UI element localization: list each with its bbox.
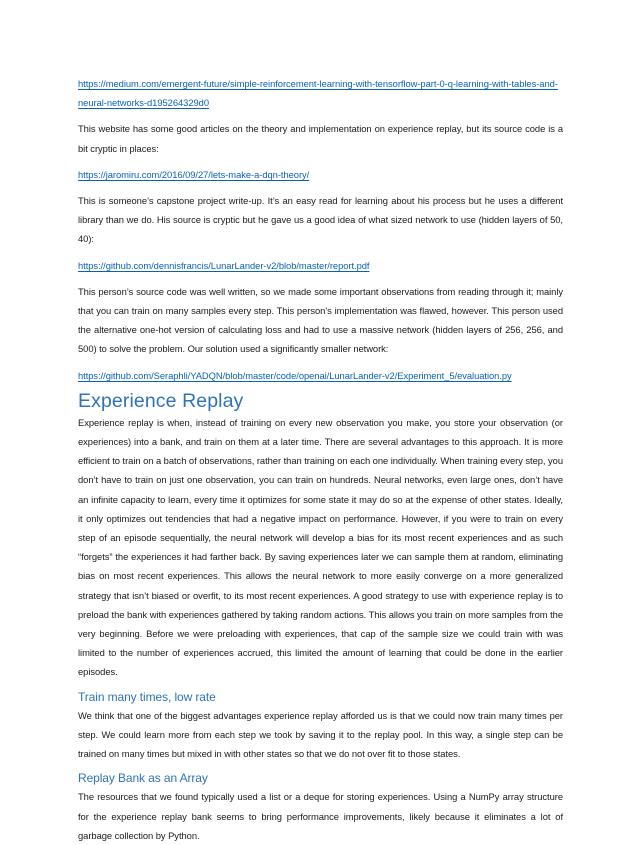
medium-link[interactable]: https://medium.com/emergent-future/simple-reinforcement-learning-with-tensorflow-part-0-q-learning-with-tables-and-neural-networks-d195264329d0 [78,78,558,109]
reference-link-medium[interactable] [78,74,563,112]
jaromiru-link[interactable]: https://jaromiru.com/2016/09/27/lets-make-a-dqn-theory/ [78,168,310,180]
subheading-train-many-times: Train many times, low rate [78,689,216,704]
subheading-replay-bank: Replay Bank as an Array [78,771,208,786]
reference-description-jaromiru: This is someone’s capstone project write-up. It’s an easy read for learning about his process but he uses a different library than we do. His source is cryptic but he gave us a good idea of what sized network to use (hidden layers of 50, 40): [78,195,563,245]
reference-description-medium: This website has some good articles on the theory and implementation on experience replay, but its source code is a bit cryptic in places: [78,123,563,154]
train-many-times-body: We think that one of the biggest advantages experience replay afforded us is that we could now train many times per step. We could learn more from each step we took by saving it to the replay pool. In this way, a single step can be trained on many times but mixed in with other states so that we do not over fit to those states. [78,709,563,760]
experience-replay-body: Experience replay is when, instead of training on every new observation you make, you store your observation (or experiences) into a bank, and train on them at a later time. There are several advantages to this approach. It is more efficient to train on a batch of observations, rather than training on each one individually. When training every step, you don’t have to train on just one observation, you can train on hundreds. Neural networks, even large ones, don’t have an infinite capacity to learn, every time it optimizes for some state it may do so at the expense of other states. Ideally, it only optimizes out tendencies that had a negative impact on performance. However, if you were to train on every step of an episode sequentially, the neural network will develop a bias for its most recent experiences and as such “forgets” the experiences it had farther back. By saving experiences later we can sample them at random, eliminating bias on most recent experiences. This allows the neural network to more easily converge on a more generalized strategy that isn’t biased or overfit, to its most recent experiences. A good strategy to use with experience replay is to preload the bank with experiences gathered by taking random actions. This allows you train on more samples from the very beginning. Before we were preloading with experiences, that cap of the sample size we could train with was limited to the number of experiences accrued, this limited the amount of learning that could be done in the earlier episodes. [78,416,563,678]
reference-description-dennisfrancis: This person’s source code was well written, so we made some important observations from reading through it; mainly that you can train on many samples every step. This person’s implementation was flawed, however. This person used the alternative one-hot version of calculating loss and had to use a massive network (hidden layers of 256, 256, and 500) to solve the problem. Our solution used a significantly smaller network: [78,285,563,355]
section-heading-experience-replay: Experience Replay [78,389,244,412]
seraphli-link[interactable]: https://github.com/Seraphli/YADQN/blob/master/code/openai/LunarLander-v2/Experiment_5/evaluation.py [78,369,512,381]
reference-link-dennisfrancis[interactable] [78,256,563,275]
replay-bank-body: The resources that we found typically used a list or a deque for storing experiences. Using a NumPy array structure for the experience replay bank seems to bring performance improvements, likely because it eliminates a lot of garbage collection by Python. [78,791,563,841]
reference-link-jaromiru[interactable] [78,165,563,184]
reference-link-seraphli[interactable] [78,366,563,385]
dennisfrancis-link[interactable]: https://github.com/dennisfrancis/LunarLander-v2/blob/master/report.pdf [78,259,370,271]
